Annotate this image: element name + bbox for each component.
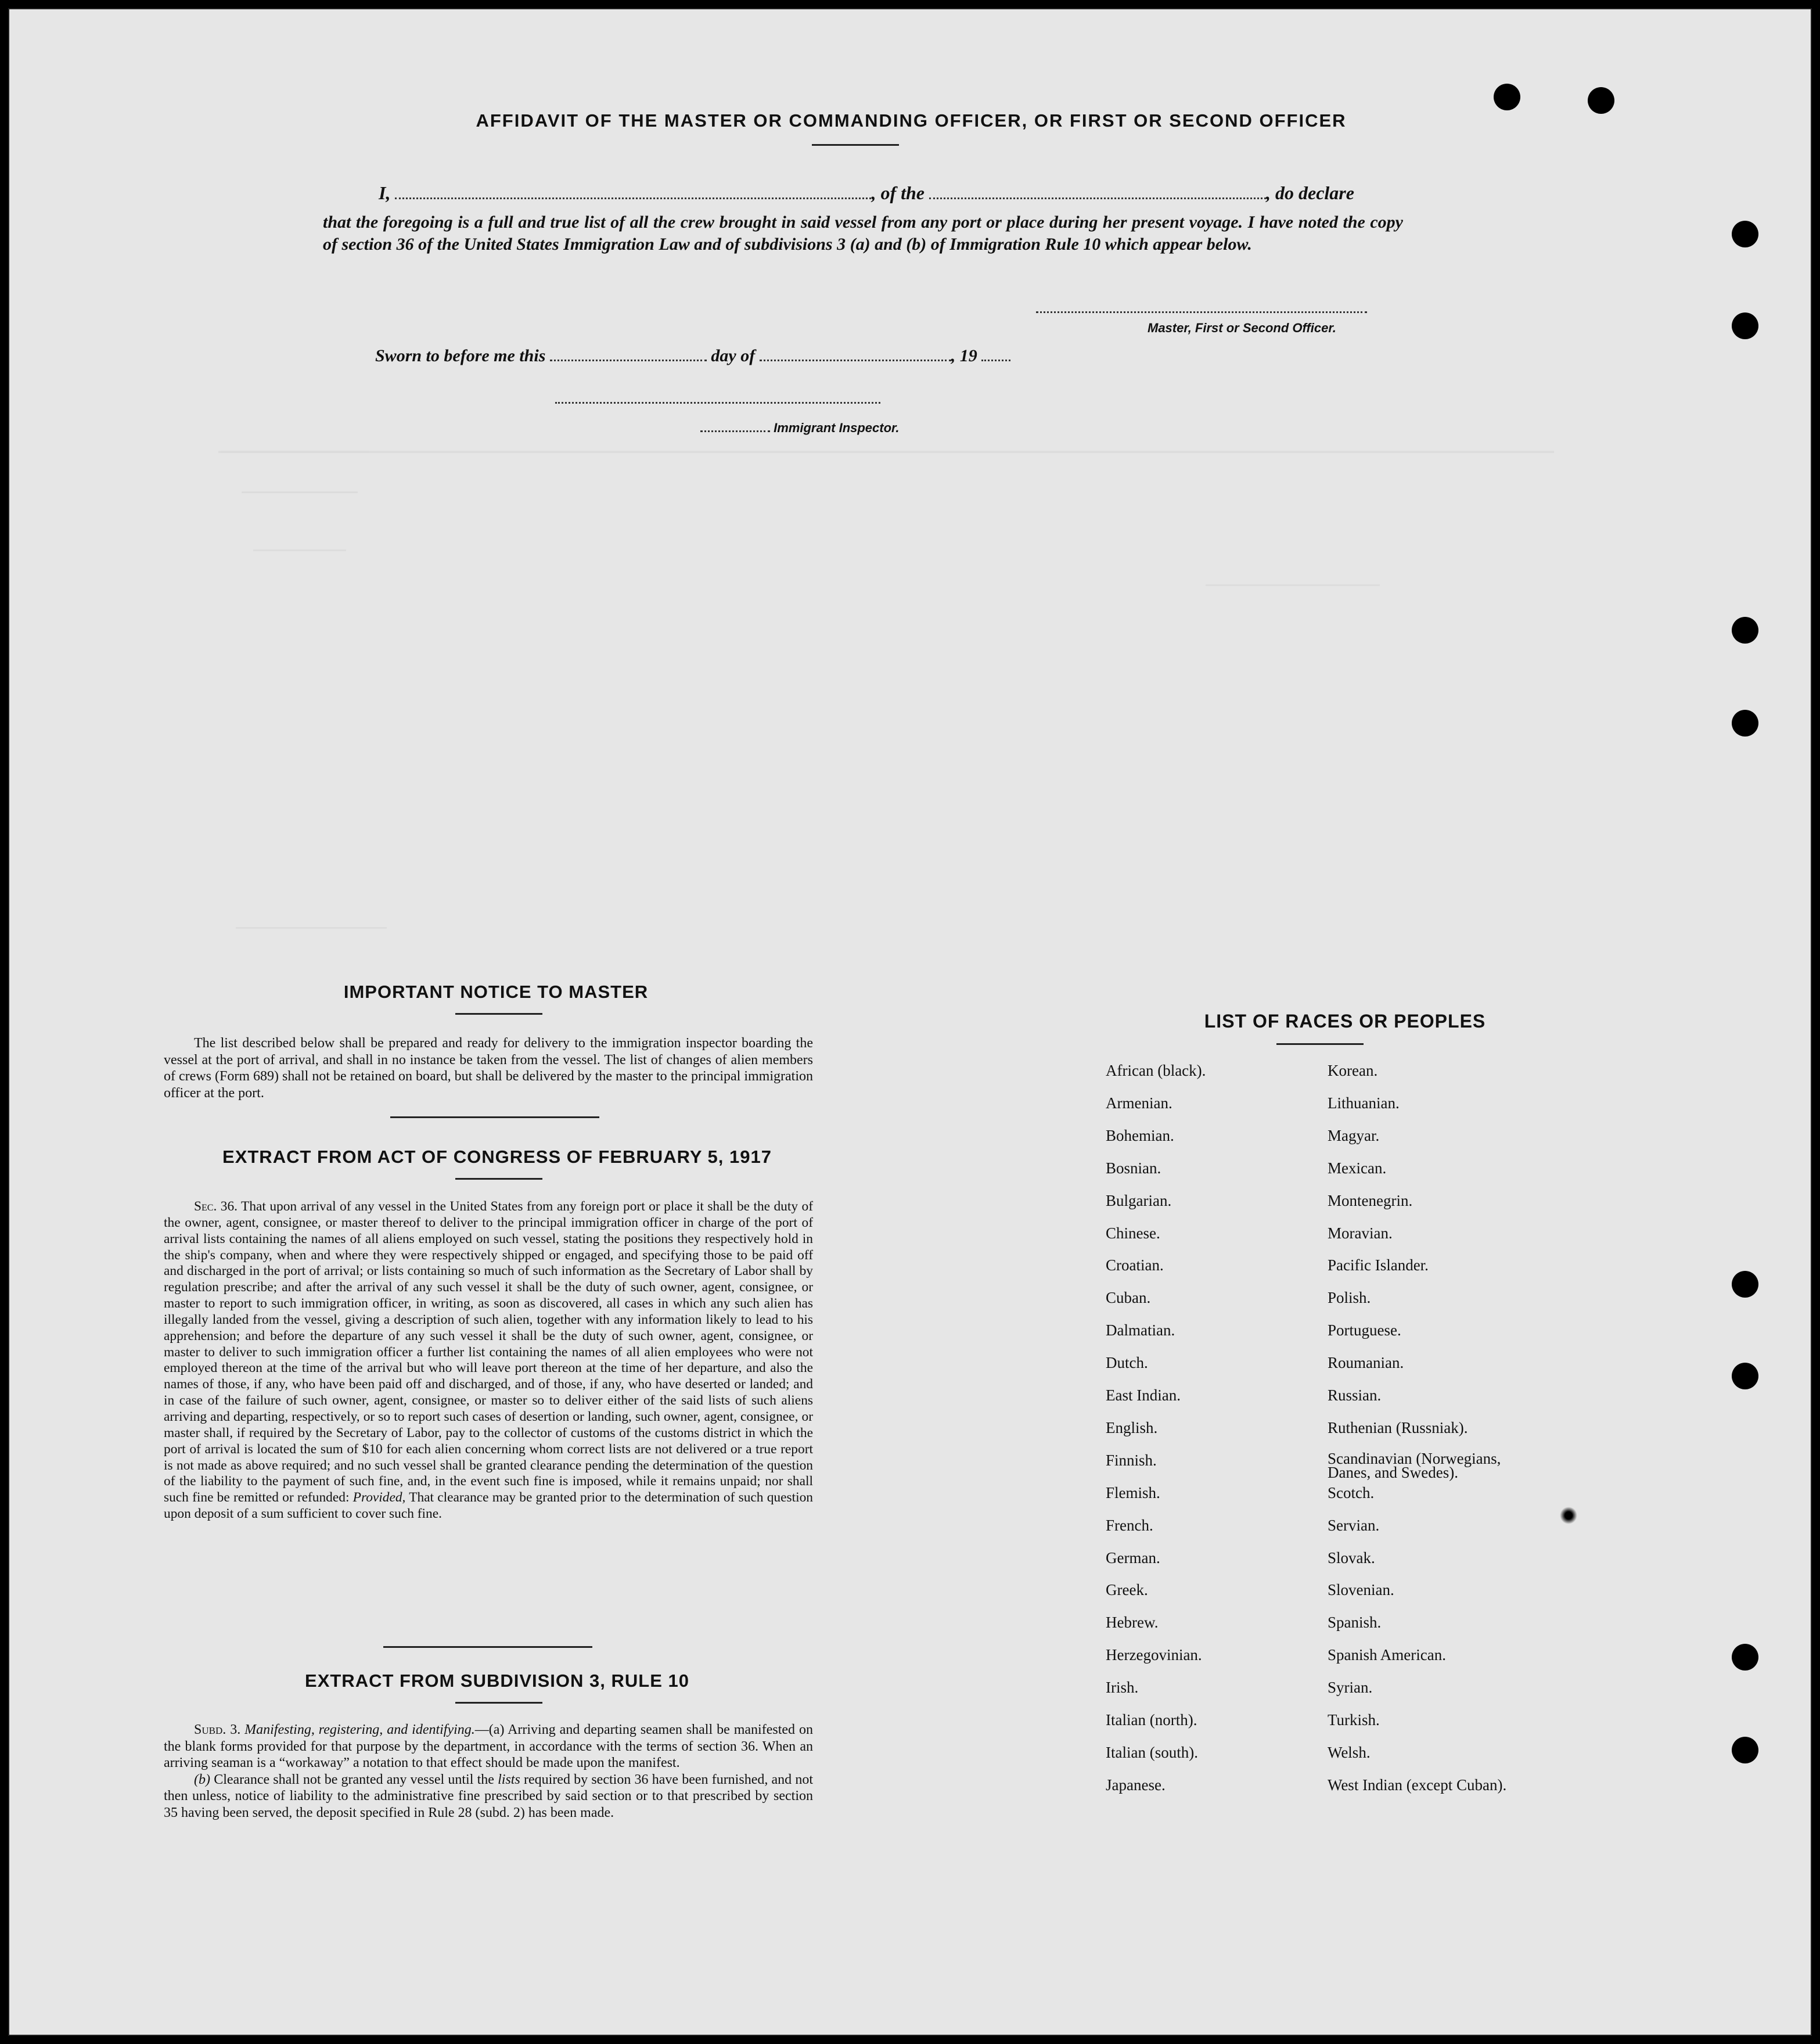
sworn-end: , 19 [951,346,977,365]
race-item: Bulgarian. [1106,1191,1172,1209]
race-item: French. [1106,1516,1153,1534]
extract-act-title: EXTRACT FROM ACT OF CONGRESS OF FEBRUARY 5, 1917 [222,1147,772,1167]
notice-paragraph: The list described below shall be prepared and ready for delivery to the immigration inspector boarding the vessel at the port of arrival, and shall in no instance be taken from the vessel. The list of changes of alien members of crews (Form 689) shall not be retained on board, but shall be delivered by the master to the principal immigration officer at the port. [164,1036,813,1101]
race-item: English. [1106,1418,1158,1436]
document-page [8,8,1812,2036]
race-item: Turkish. [1328,1711,1380,1729]
extract-rule-title: EXTRACT FROM SUBDIVISION 3, RULE 10 [305,1671,689,1691]
race-item: Pacific Islander. [1328,1256,1429,1274]
race-item: Mexican. [1328,1159,1387,1177]
sworn-day-blank[interactable] [550,353,707,361]
race-item: Flemish. [1106,1483,1160,1501]
provided-text: That clearance may be granted prior to the determination of such question upon deposit of a sum sufficient to cover such fine. [164,1490,813,1522]
race-item: Dalmatian. [1106,1321,1175,1339]
vessel-blank[interactable] [929,191,1266,199]
inspector-caption-text: Immigrant Inspector. [774,421,900,435]
extract-act-body [164,1199,813,1522]
subd-heading: Manifesting, registering, and identifying. [244,1722,475,1737]
sworn-year-blank[interactable] [981,353,1010,361]
affidavit-title-rule [812,144,899,146]
subd-para-a: —(a) Arriving and departing seamen shall be manifested on the blank forms provided for that purpose by the department, in accordance with the terms of section 36. When an arriving seaman is a “workaway” a notation to that effect should be made upon the manifest. [164,1722,813,1771]
affidavit-body: that the foregoing is a full and true list of all the crew brought in said vessel from any port or place during her present voyage. I have noted the copy of section 36 of the United States Immigration Law and of subdivisions 3 (a) and (b) of Immigration Rule 10 which appear below. [323,213,1403,254]
race-item: Ruthenian (Russniak). [1328,1418,1468,1436]
race-item: Welsh. [1328,1743,1371,1761]
sec-36-text: That upon arrival of any vessel in the United States from any foreign port or place it shall be the duty of the owner, agent, consignee, or master thereof to deliver to the principal immigration officer in charge of the port of arrival lists containing the names of all aliens employed on such vessel, stating the positions they respectively hold in the ship's company, when and where they were respectively shipped or engaged, and specifying those to be paid off and discharged in the port of arrival; or lists containing so much of such information as the Secretary of Labor shall by regulation prescribe; and after the arrival of any such vessel it shall be the duty of such owner, agent, consignee, or master to report to such immigration officer, in writing, as soon as discovered, all cases in which any such alien has illegally landed from the vessel, giving a description of such alien, together with any information likely to lead to his apprehension; and before the departure of any such vessel it shall be the duty of such owner, agent, consignee, or master to deliver to such immigration officer a further list containing the names of all alien employees who were not employed thereon at the time of the arrival but who will leave port thereon at the time of her departure, and also the names of those, if any, who have been paid off and discharged, and of those, if any, who have deserted or landed; and in case of the failure of such owner, agent, consignee, or master so to deliver either of the said lists of such aliens arriving and departing, respectively, or so to report such cases of desertion or landing, such owner, agent, consignee, or master shall, if required by the Secretary of Labor, pay to the collector of customs of the customs district in which the port of arrival is located the sum of $10 for each alien concerning whom correct lists are not delivered or a true report is not made as above required; and no such vessel shall be granted clearance pending the determination of the question of the liability to the payment of such fine, and, in the event such fine is imposed, while it remains unpaid; nor shall such fine be remitted or refunded: [164,1199,814,1506]
sworn-start: Sworn to before me this [375,346,546,365]
race-item: German. [1106,1549,1160,1567]
punch-hole [1732,312,1758,339]
race-item: Herzegovinian. [1106,1646,1202,1664]
notice-title-rule [455,1013,542,1015]
race-item: Russian. [1328,1386,1382,1404]
race-item: Croatian. [1106,1256,1164,1274]
races-left-column [1106,1062,1350,1817]
sec-label: Sec. 36. [194,1199,238,1214]
race-item: Slovak. [1328,1549,1375,1567]
race-item: Irish. [1106,1679,1139,1697]
race-item: Bohemian. [1106,1126,1174,1144]
affidavit-title: AFFIDAVIT OF THE MASTER OR COMMANDING OFFICER, OR FIRST OR SECOND OFFICER [476,110,1347,131]
subd-b-lists: lists [498,1772,520,1787]
race-item: Italian (south). [1106,1743,1198,1761]
inspector-caption [700,421,900,436]
subd-b-start: Clearance shall not be granted any vessel until the [214,1772,494,1787]
races-right-column [1328,1062,1653,1817]
races-title-rule [1276,1043,1364,1045]
race-item: Scotch. [1328,1483,1375,1501]
name-blank[interactable] [395,191,871,199]
punch-hole [1732,710,1758,737]
race-item: Roumanian. [1328,1354,1404,1372]
race-item: Moravian. [1328,1224,1393,1242]
race-item: Slovenian. [1328,1581,1394,1599]
race-item: Montenegrin. [1328,1191,1413,1209]
punch-hole [1732,1271,1758,1298]
race-item: Armenian. [1106,1094,1172,1112]
race-item: Spanish. [1328,1614,1382,1632]
race-item: Scandinavian (Norwegians, Danes, and Swedes). [1328,1449,1501,1481]
race-item: Hebrew. [1106,1614,1159,1632]
race-item: Magyar. [1328,1126,1380,1144]
race-item: West Indian (except Cuban). [1328,1776,1507,1794]
extract-act-divider [383,1646,592,1648]
inspector-signature-blank[interactable] [555,402,880,404]
sworn-month-blank[interactable] [760,353,951,361]
extract-rule-body [164,1722,813,1821]
race-item: East Indian. [1106,1386,1181,1404]
sworn-line [375,346,1010,366]
punch-hole [1732,221,1758,247]
subd-b-label: (b) [194,1772,210,1787]
affidavit-declaration-line [379,182,1354,204]
inspector-prefix-blank[interactable] [700,423,770,432]
race-item: Korean. [1328,1062,1378,1079]
punch-hole [1732,1363,1758,1389]
race-item: Chinese. [1106,1224,1160,1242]
punch-hole [1732,1644,1758,1671]
subd-label: Subd. 3. [194,1722,241,1737]
race-item: Polish. [1328,1289,1371,1307]
race-item: African (black). [1106,1062,1206,1079]
affidavit-line1-start: I, [379,182,391,203]
race-item: Cuban. [1106,1289,1151,1307]
race-item: Spanish American. [1328,1646,1446,1664]
race-item: Syrian. [1328,1679,1373,1697]
affidavit-line1-end: , do declare [1266,182,1354,203]
race-item: Finnish. [1106,1451,1157,1469]
signature-caption: Master, First or Second Officer. [1148,321,1336,335]
signature-blank[interactable] [1036,311,1367,313]
race-item: Portuguese. [1328,1321,1401,1339]
races-title: LIST OF RACES OR PEOPLES [1204,1011,1486,1032]
provided-label: Provided, [353,1490,406,1506]
race-item: Japanese. [1106,1776,1166,1794]
notice-body [164,1035,813,1101]
punch-hole [1494,84,1520,110]
race-item: Greek. [1106,1581,1148,1599]
notice-divider [390,1116,599,1118]
extract-act-title-rule [455,1178,542,1180]
punch-hole [1732,617,1758,644]
subd-b-end: required by section 36 have been furnished, and not then unless, notice of liability to the administrative fine prescribed by said section or to that prescribed by section 35 having been served, the deposit specified in Rule 28 (subd. 2) has been made. [164,1772,814,1820]
extract-rule-title-rule [455,1702,542,1704]
affidavit-line1-mid: , of the [871,182,925,203]
race-item: Lithuanian. [1328,1094,1400,1112]
race-item: Servian. [1328,1516,1380,1534]
punch-hole [1732,1737,1758,1763]
race-item: Dutch. [1106,1354,1148,1372]
race-item: Italian (north). [1106,1711,1197,1729]
sworn-mid: day of [711,346,756,365]
race-item: Bosnian. [1106,1159,1161,1177]
notice-title: IMPORTANT NOTICE TO MASTER [343,982,649,1002]
bleed-through-handwriting [218,451,1612,973]
